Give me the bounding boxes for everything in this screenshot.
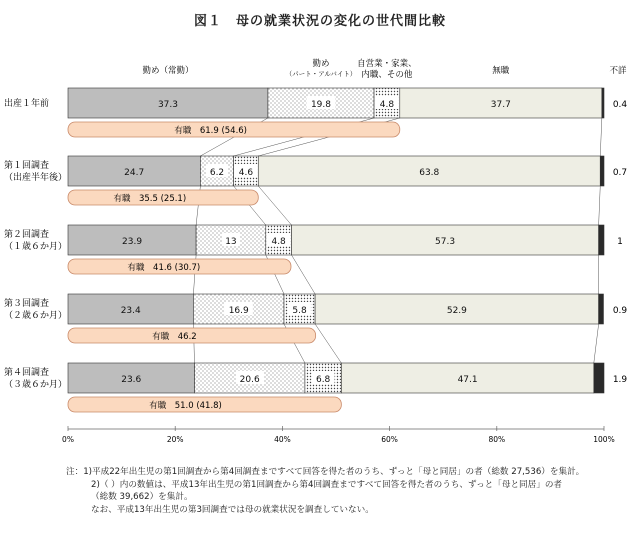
connector-line	[292, 255, 316, 294]
bar-value-none: 37.7	[490, 100, 511, 110]
category-label-sub: （３歳６か月）	[4, 380, 68, 390]
chart-title: 図１ 母の就業状況の変化の世代間比較	[193, 14, 446, 29]
bar-value-self: 4.8	[379, 100, 395, 110]
bar-value-regular: 23.4	[120, 306, 141, 316]
employed-label: 有職 46.2	[152, 332, 197, 342]
footnotes	[66, 466, 636, 516]
bar-value-unknown: 0.4	[612, 100, 628, 110]
category-label: 第４回調査	[4, 368, 50, 378]
bar-value-part: 19.8	[310, 100, 332, 110]
bar-value-part: 6.2	[209, 168, 225, 178]
legend-label-self-line2: 内職、その他	[361, 70, 413, 80]
connector-line	[315, 324, 341, 363]
bar-value-regular: 37.3	[157, 100, 178, 110]
legend-label-self: 自営業・家業、	[357, 59, 417, 69]
legend-label-unknown: 不詳	[609, 66, 627, 76]
bar-value-self: 6.8	[315, 375, 331, 385]
bar-value-unknown: 0.7	[612, 168, 628, 178]
x-tick-label: 60%	[381, 435, 398, 444]
bar-unknown	[594, 363, 604, 393]
legend-label-part: 勤め	[312, 59, 330, 69]
category-label-sub: （１歳６か月）	[4, 242, 68, 252]
bar-unknown	[599, 294, 604, 324]
bar-value-self: 4.8	[271, 237, 286, 247]
employed-label: 有職 41.6 (30.7)	[127, 263, 201, 273]
category-label: 出産１年前	[4, 99, 50, 109]
category-label: 第２回調査	[4, 230, 50, 240]
category-label: 第３回調査	[4, 299, 50, 309]
x-tick-label: 40%	[274, 435, 291, 444]
bar-unknown	[602, 88, 604, 118]
category-label-sub: （出産半年後）	[4, 173, 68, 183]
x-tick-label: 20%	[166, 435, 184, 444]
footnote-2-cont: （総数 39,662）を集計。	[91, 492, 193, 502]
footnote-3: なお、平成13年出生児の第3回調査では母の就業状況を調査していない。	[91, 504, 374, 515]
bar-value-regular: 23.6	[121, 375, 142, 385]
x-tick-label: 0%	[62, 435, 74, 444]
footnote-2: 2)（ ）内の数値は、平成13年出生児の第1回調査から第4回調査まですべて回答を得た者のうち、ずっと「母と同居」の者	[91, 479, 563, 490]
bar-value-part: 13	[225, 237, 237, 247]
bar-value-unknown: 0.9	[612, 306, 628, 316]
legend-label-regular: 勤め（常勤）	[142, 66, 194, 76]
employed-label: 有職 61.9 (54.6)	[174, 126, 248, 136]
bar-unknown	[599, 225, 604, 255]
x-tick-label: 80%	[488, 435, 506, 444]
connector-line	[599, 186, 601, 225]
bar-value-unknown: 1.9	[612, 375, 628, 385]
bar-value-none: 47.1	[457, 375, 478, 385]
bar-value-none: 57.3	[435, 237, 456, 247]
employed-label: 有職 51.0 (41.8)	[149, 401, 222, 411]
bar-value-regular: 23.9	[122, 237, 143, 247]
bar-value-self: 4.6	[238, 168, 254, 178]
bar-unknown	[600, 156, 604, 186]
footnote-1: 注：1)平成22年出生児の第1回調査から第4回調査まですべて回答を得た者のうち、ずっと「母と同居」の者（総数 27,536）を集計。	[66, 467, 585, 477]
bar-value-regular: 24.7	[124, 168, 145, 178]
bar-value-none: 63.8	[419, 168, 440, 178]
connector-line	[258, 186, 291, 225]
legend-sublabel-part: （パート・アルバイト）	[285, 70, 357, 78]
bar-value-unknown: 1	[617, 237, 623, 247]
connector-line	[594, 324, 599, 363]
bar-value-self: 5.8	[292, 306, 307, 316]
bar-value-part: 20.6	[239, 375, 260, 385]
employed-label: 有職 35.5 (25.1)	[113, 194, 187, 204]
category-label-sub: （２歳６か月）	[4, 311, 68, 321]
bar-value-none: 52.9	[446, 306, 467, 316]
bar-value-part: 16.9	[228, 306, 249, 316]
category-label: 第１回調査	[4, 161, 50, 171]
x-tick-label: 100%	[593, 435, 615, 444]
connector-line	[600, 118, 602, 156]
legend-label-none: 無職	[492, 66, 510, 76]
